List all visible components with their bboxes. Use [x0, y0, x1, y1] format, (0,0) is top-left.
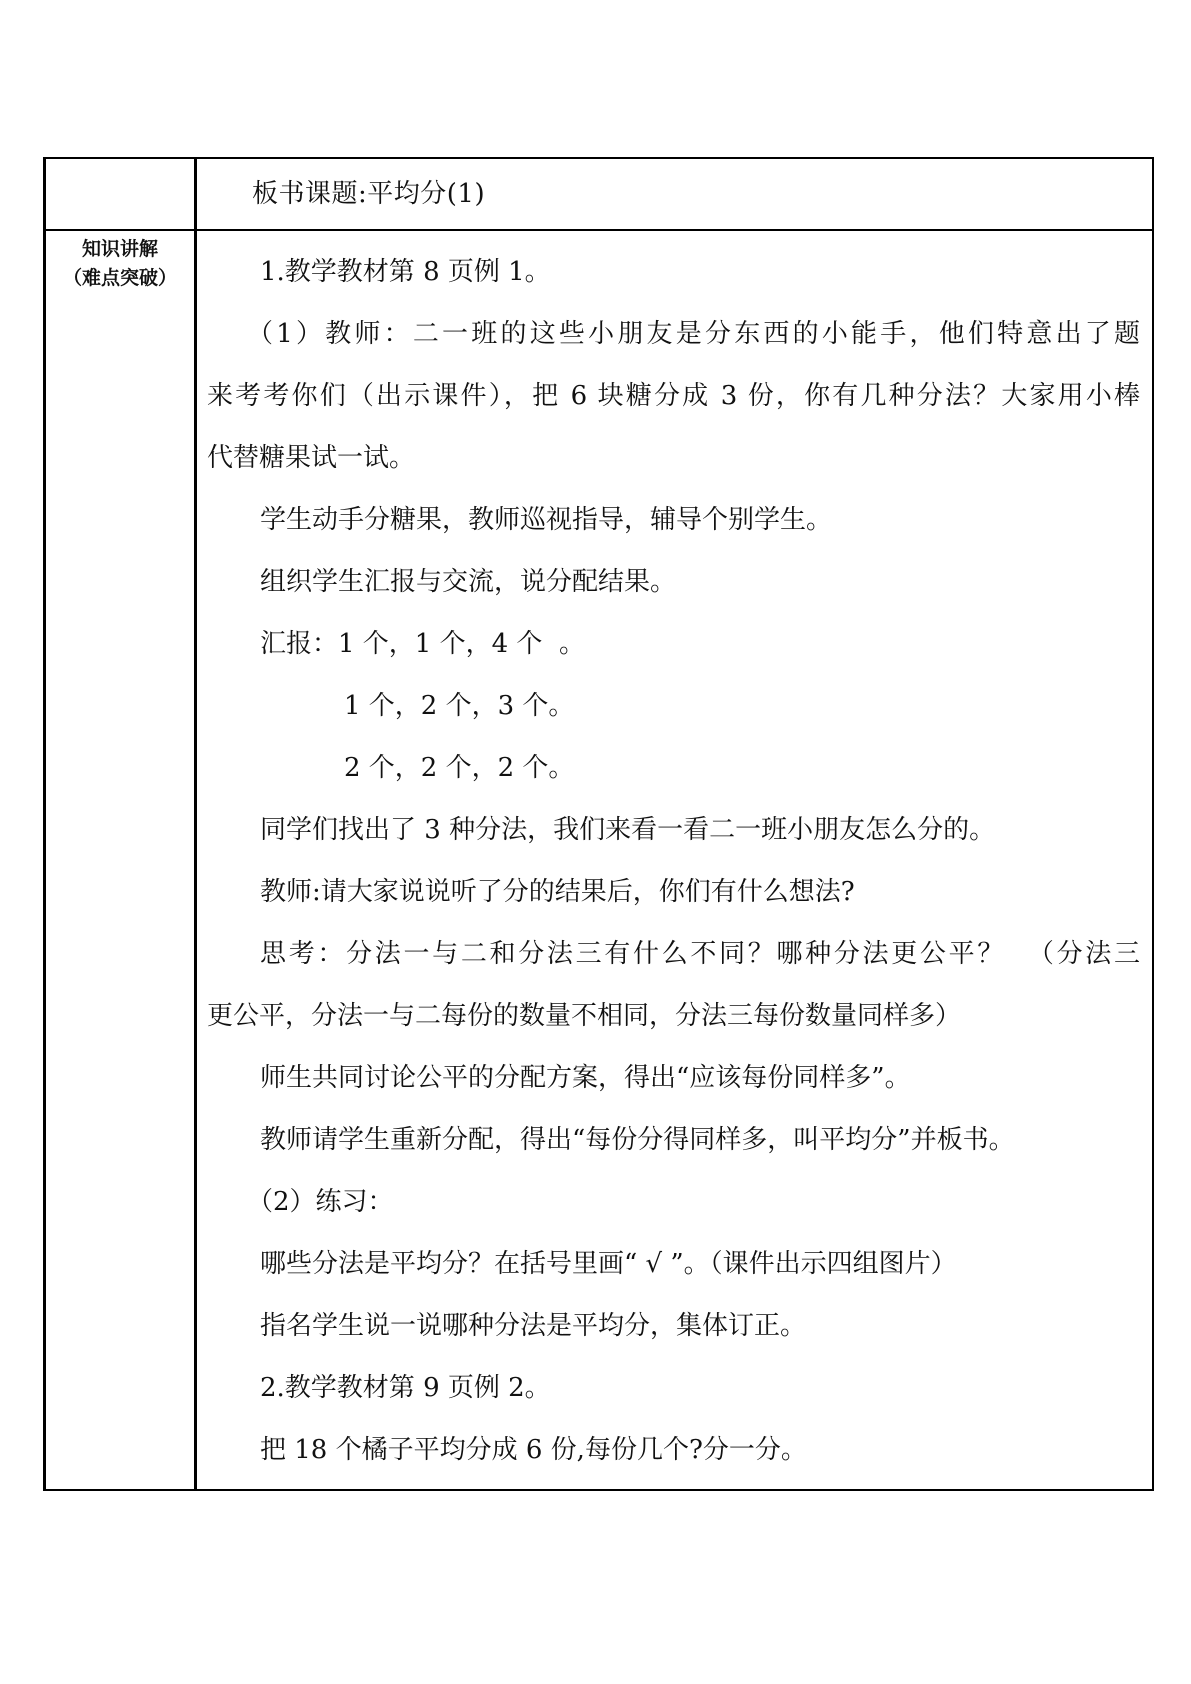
content-cell: [196, 230, 1154, 1490]
paragraph-line: 2.教学教材第 9 页例 2。: [260, 1373, 551, 1403]
row-label-cell: [45, 158, 196, 230]
content-body: [197, 231, 1152, 1489]
section-label-line: 知识讲解: [81, 238, 158, 260]
paragraph-line: 师生共同讨论公平的分配方案，得出“应该每份同样多”。: [260, 1063, 911, 1093]
table-row: [45, 158, 1154, 230]
table-row: [45, 230, 1154, 1490]
paragraph-line: 代替糖果试一试。: [207, 443, 416, 473]
paragraph-line: 哪些分法是平均分？在括号里画“ √ ”。（课件出示四组图片）: [260, 1249, 957, 1279]
paragraph-line: 1 个，2 个，3 个。: [344, 691, 575, 721]
row-label-cell: [45, 230, 196, 1490]
paragraph-line: 1.教学教材第 8 页例 1。: [260, 257, 551, 287]
paragraph-line: 来考考你们（出示课件），把 6 块糖分成 3 份，你有几种分法？大家用小棒: [207, 381, 1140, 411]
paragraph-line: 把 18 个橘子平均分成 6 份,每份几个?分一分。: [260, 1435, 807, 1465]
paragraph-line: 更公平，分法一与二每份的数量不相同，分法三每份数量同样多）: [207, 1001, 962, 1031]
lesson-plan-sheet: [43, 157, 1154, 1491]
paragraph-line: 汇报：1 个，1 个，4 个 。: [260, 629, 585, 659]
paragraph-line: （1）教师：二一班的这些小朋友是分东西的小能手，他们特意出了题: [247, 319, 1140, 349]
board-title: 板书课题:平均分(1): [252, 179, 486, 209]
board-title-cell: [196, 158, 1154, 230]
paragraph-line: 指名学生说一说哪种分法是平均分，集体订正。: [260, 1311, 807, 1341]
paragraph-line: 2 个，2 个，2 个。: [344, 753, 575, 783]
lesson-table: [43, 157, 1154, 1491]
section-label-line: （难点突破）: [62, 267, 177, 289]
paragraph-line: 组织学生汇报与交流，说分配结果。: [260, 567, 677, 597]
paragraph-line: 教师:请大家说说听了分的结果后，你们有什么想法?: [260, 877, 855, 907]
paragraph-line: 学生动手分糖果，教师巡视指导，辅导个别学生。: [260, 505, 833, 535]
paragraph-line: （2）练习：: [247, 1187, 394, 1217]
section-label: [46, 231, 194, 293]
paragraph-line: 教师请学生重新分配，得出“每份分得同样多，叫平均分”并板书。: [260, 1125, 1015, 1155]
paragraph-line: 同学们找出了 3 种分法，我们来看一看二一班小朋友怎么分的。: [260, 815, 996, 845]
paragraph-line: 思考：分法一与二和分法三有什么不同？哪种分法更公平？ （分法三: [260, 939, 1140, 969]
